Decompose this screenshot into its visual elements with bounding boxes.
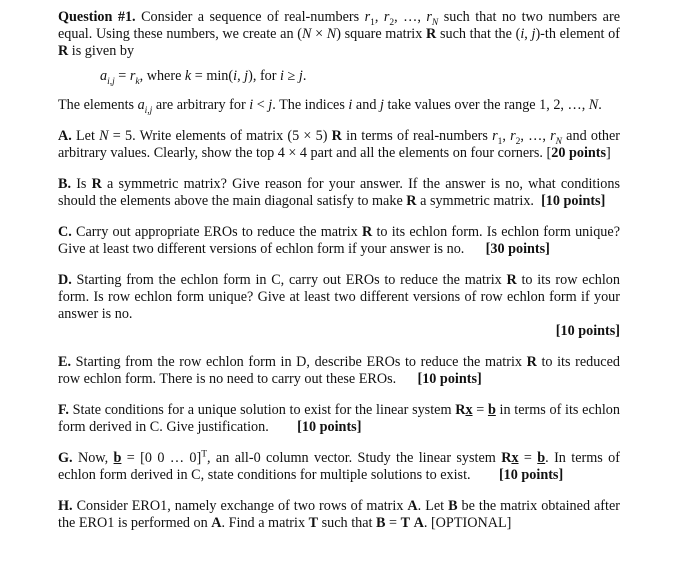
part-d-points: [10 points] — [555, 323, 620, 339]
part-c-label: C. — [58, 224, 72, 240]
part-c: C. Carry out appropriate EROs to reduce the matrix R to its echlon form. Is echlon form unique? Give at least two different versions of echlon form if your answer is no. [30 points] — [58, 224, 620, 257]
part-e-points: [10 points] — [417, 371, 482, 387]
part-b: B. Is R a symmetric matrix? Give reason for your answer. If the answer is no, what conditions should the elements above the main diagonal satisfy to make R a symmetric matrix. [10 points] — [58, 176, 620, 209]
part-b-points: [10 points] — [541, 193, 606, 209]
question-page — [58, 9, 620, 532]
part-e-label: E. — [58, 354, 72, 370]
part-f-label: F. — [58, 402, 69, 418]
definition-equation: $a_{i,j} = r_k$, where k = min(i, j), for i ≥ j. — [100, 68, 307, 87]
part-g-label: G. — [58, 450, 73, 466]
part-f: F. State conditions for a unique solution to exist for the linear system Rx = b in terms of its echlon form derived in C. Give justification. [10 points] — [58, 402, 620, 435]
part-c-points: [30 points] — [485, 241, 550, 257]
part-e: E. Starting from the row echlon form in D, describe EROs to reduce the matrix R to its reduced row echlon form. There is no need to carry out these EROs. [10 points] — [58, 354, 620, 387]
part-a-points: 20 points — [551, 145, 607, 161]
question-title: Question #1. — [58, 9, 136, 25]
question-intro: Question #1. Consider a sequence of real-numbers $r_1$, $r_2$, …, $r_N$ such that no two numbers are equal. Using these numbers, we create an (N × N) square matrix R such that the (i, j)-th element of R is given by — [58, 9, 620, 59]
part-f-points: [10 points] — [297, 419, 362, 435]
part-d: D. Starting from the echlon form in C, carry out EROs to reduce the matrix R to its row echlon form. Is row echlon form unique? Give at least two different versions of row echlon form if your answer is no. [10 points] — [58, 272, 620, 339]
arbitrary-note: The elements $a_{i,j}$ are arbitrary for i < j. The indices i and j take values over the range 1, 2, …, N. — [58, 97, 602, 116]
part-h: H. Consider ERO1, namely exchange of two rows of matrix A. Let B be the matrix obtained after the ERO1 is performed on A. Find a matrix T such that B = T A. [OPTIONAL] — [58, 498, 620, 531]
part-a: A. Let N = 5. Write elements of matrix (5 × 5) R in terms of real-numbers $r_1$, $r_2$, …, $r_N$ and other arbitrary values. Clearly, show the top 4 × 4 part and all the elements on four corners. [20 points] — [58, 128, 621, 161]
part-a-label: A. — [58, 128, 72, 144]
part-g: G. Now, b = [0 0 … 0]$^T$, an all-0 column vector. Study the linear system Rx = b. In terms of echlon form derived in C, state conditions for multiple solutions to exist. [10 points] — [58, 449, 620, 483]
part-d-label: D. — [58, 272, 72, 288]
part-b-label: B. — [58, 176, 72, 192]
part-g-points: [10 points] — [498, 467, 564, 483]
part-h-label: H. — [58, 498, 73, 514]
